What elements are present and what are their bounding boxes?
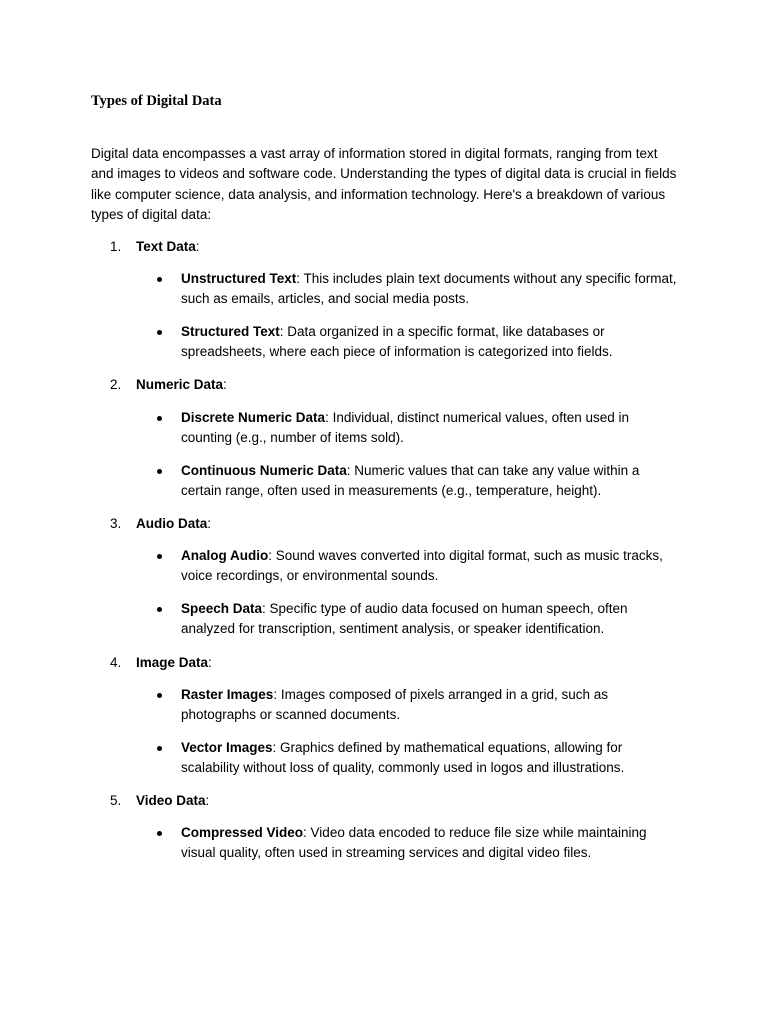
list-item-text	[181, 685, 681, 726]
list-item-text	[181, 269, 681, 310]
section-title-colon: :	[223, 377, 227, 392]
list-item-text	[181, 738, 681, 779]
list-item-desc: : Individual, distinct numerical values, often used in counting (e.g., number of items sold).	[181, 410, 629, 446]
bullet-icon	[157, 607, 162, 612]
list-item-term: Analog Audio	[181, 548, 269, 563]
section-number: 1.	[110, 239, 122, 254]
section-title-term: Image Data	[136, 655, 209, 670]
list-item-term: Continuous Numeric Data	[181, 463, 347, 478]
list-item-term: Speech Data	[181, 601, 263, 616]
intro-paragraph: Digital data encompasses a vast array of information stored in digital formats, ranging from text and images to videos and software code. Understanding the types of digital data is crucial in fields like computer science, data analysis, and information technology. Here's a breakdown of various types of digital data:	[91, 146, 677, 223]
list-item-term: Structured Text	[181, 324, 280, 339]
document-title: Types of Digital Data	[91, 93, 222, 109]
bullet-icon	[157, 330, 162, 335]
section-title-term: Text Data	[136, 239, 196, 254]
list-item-desc: : Numeric values that can take any value within a certain range, often used in measurements (e.g., temperature, height).	[181, 463, 640, 499]
list-item-term: Compressed Video	[181, 825, 304, 840]
section-title-term: Numeric Data	[136, 377, 224, 392]
bullet-icon	[157, 277, 162, 282]
section-title	[136, 375, 227, 395]
list-item-text	[181, 599, 681, 640]
section-title-term: Video Data	[136, 793, 206, 808]
bullet-icon	[157, 746, 162, 751]
bullet-icon	[157, 693, 162, 698]
section-number: 3.	[110, 516, 122, 531]
list-item-text	[181, 546, 681, 587]
section-number: 2.	[110, 377, 122, 392]
list-item-term: Raster Images	[181, 687, 274, 702]
section-title	[136, 653, 212, 673]
list-item-text	[181, 461, 681, 502]
list-item-text	[181, 823, 681, 864]
bullet-icon	[157, 469, 162, 474]
list-item-desc: : This includes plain text documents without any specific format, such as emails, articles, and social media posts.	[181, 271, 677, 307]
section-title	[136, 514, 211, 534]
list-item-desc: : Images composed of pixels arranged in a grid, such as photographs or scanned documents.	[181, 687, 608, 723]
section-title-colon: :	[205, 793, 210, 808]
list-item-term: Discrete Numeric Data	[181, 410, 326, 425]
bullet-icon	[157, 554, 162, 559]
section-title-term: Audio Data	[136, 516, 208, 531]
section-title-colon: :	[208, 655, 212, 670]
list-item-term: Vector Images	[181, 740, 273, 755]
list-item-desc: : Sound waves converted into digital format, such as music tracks, voice recordings, or environmental sounds.	[181, 548, 663, 584]
section-number: 4.	[110, 655, 122, 670]
bullet-icon	[157, 416, 162, 421]
section-title-colon: :	[195, 239, 200, 254]
section-title-colon: :	[207, 516, 212, 531]
list-item-text	[181, 408, 681, 449]
list-item-desc: : Graphics defined by mathematical equations, allowing for scalability without loss of quality, commonly used in logos and illustrations.	[181, 740, 625, 776]
list-item-term: Unstructured Text	[181, 271, 297, 286]
list-item-desc: : Data organized in a specific format, like databases or spreadsheets, where each piece of information is categorized into fields.	[181, 324, 613, 360]
section-title	[136, 237, 200, 257]
list-item-desc: : Video data encoded to reduce file size while maintaining visual quality, often used in streaming services and digital video files.	[181, 825, 647, 861]
list-item-text	[181, 322, 681, 363]
bullet-icon	[157, 831, 162, 836]
list-item-desc: : Specific type of audio data focused on human speech, often analyzed for transcription, sentiment analysis, or speaker identification.	[181, 601, 628, 637]
section-number: 5.	[110, 793, 122, 808]
section-title	[136, 791, 209, 811]
